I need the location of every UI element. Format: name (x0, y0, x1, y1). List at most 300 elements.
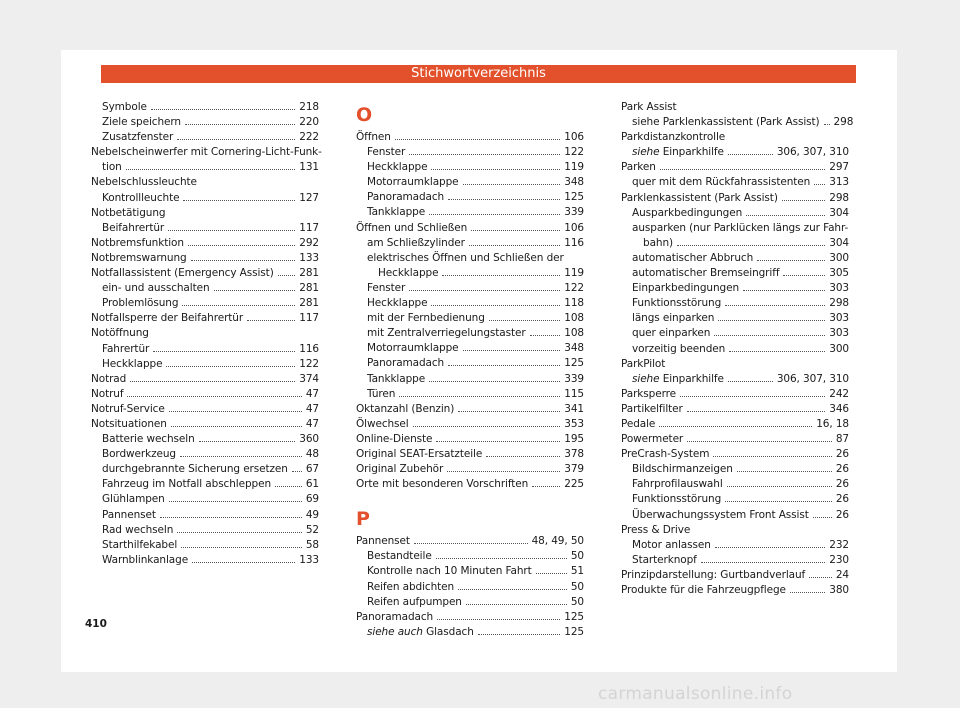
entry-term: Überwachungssystem Front Assist (632, 508, 809, 521)
entry-term: Notbremswarnung (91, 251, 187, 264)
index-entry (356, 175, 584, 190)
dot-leader (713, 456, 831, 457)
entry-page-ref: 58 (305, 538, 319, 551)
index-entry (621, 432, 849, 447)
dot-leader (214, 290, 296, 291)
index-entry (356, 417, 584, 432)
entry-term: Parksperre (621, 387, 676, 400)
index-entry (356, 160, 584, 175)
index-entry (356, 372, 584, 387)
index-entry (356, 610, 584, 625)
index-entry (91, 417, 319, 432)
dot-leader (181, 547, 302, 548)
dot-leader (782, 200, 825, 201)
entry-term: Original Zubehör (356, 463, 444, 476)
index-entry (621, 311, 849, 326)
dot-leader (728, 381, 773, 382)
index-entry (91, 130, 319, 145)
entry-term: Einparkbedingungen (632, 282, 740, 295)
entry-page-ref: 122 (564, 146, 584, 159)
section-letter-p: P (356, 508, 370, 531)
entry-term-text: Glasdach (426, 625, 474, 638)
entry-page-ref: 49 (305, 508, 319, 521)
index-entry (91, 387, 319, 402)
entry-term: am Schließzylinder (367, 236, 465, 249)
index-entry (621, 492, 849, 507)
entry-page-ref: 380 (829, 584, 849, 596)
index-entry (356, 190, 584, 205)
dot-leader (471, 230, 560, 231)
index-entry (356, 281, 584, 296)
entry-page-ref: 242 (829, 387, 849, 400)
entry-term: Notbremsfunktion (91, 236, 184, 249)
index-entry (356, 236, 584, 251)
dot-leader (431, 305, 560, 306)
entry-term: längs einparken (632, 312, 715, 325)
index-entry (91, 447, 319, 462)
entry-term: Fahrertür (102, 342, 150, 355)
entry-term: Starterknopf (632, 553, 697, 566)
entry-term: Panoramadach (356, 610, 434, 623)
entry-term: vorzeitig beenden (632, 342, 726, 355)
section-header: Stichwortverzeichnis (101, 65, 856, 83)
index-entry (356, 326, 584, 341)
entry-term: Panoramadach (367, 357, 445, 370)
entry-term: Batterie wechseln (102, 433, 195, 446)
dot-leader (409, 154, 560, 155)
entry-page-ref: 304 (829, 206, 849, 219)
entry-term: Warnblinkanlage (102, 553, 189, 566)
index-entry (356, 221, 584, 236)
index-entry (91, 372, 319, 387)
dot-leader (185, 124, 295, 125)
entry-page-ref: 106 (564, 131, 584, 143)
entry-page-ref: 26 (835, 448, 849, 461)
entry-page-ref: 303 (829, 327, 849, 340)
entry-term: siehe Parklenkassistent (Park Assist) (632, 116, 820, 129)
index-entry (621, 387, 849, 402)
entry-term: bahn) (643, 236, 674, 249)
dot-leader (188, 245, 295, 246)
entry-page-ref: 300 (829, 342, 849, 355)
entry-term: Parklenkassistent (Park Assist) (621, 191, 778, 204)
entry-term: Pedale (621, 417, 656, 430)
entry-term: Pannenset (102, 508, 156, 521)
entry-term: Problemlösung (102, 297, 179, 310)
index-heading: Notöffnung (91, 327, 149, 340)
index-heading: Park Assist (621, 101, 677, 113)
entry-page-ref: 348 (564, 176, 584, 189)
dot-leader (409, 290, 560, 291)
entry-page-ref: 303 (829, 282, 849, 295)
entry-page-ref: 339 (564, 372, 584, 385)
entry-page-ref: 225 (564, 478, 584, 491)
index-entry (621, 175, 849, 190)
entry-term: mit Zentralverriegelungstaster (367, 327, 526, 340)
dot-leader (395, 139, 560, 140)
index-entry (621, 417, 849, 432)
dot-leader (659, 426, 812, 427)
index-entry (91, 311, 319, 326)
index-heading: Notbetätigung (91, 206, 166, 219)
entry-page-ref: 51 (570, 565, 584, 578)
entry-term: Original SEAT-Ersatzteile (356, 447, 483, 460)
entry-term: Heckklappe (102, 357, 163, 370)
index-entry (621, 251, 849, 266)
entry-term: tion (102, 161, 122, 174)
entry-page-ref: 61 (305, 478, 319, 491)
entry-page-ref: 122 (564, 281, 584, 294)
index-entry (621, 266, 849, 281)
index-entry (356, 145, 584, 160)
dot-leader (153, 351, 295, 352)
entry-term: automatischer Abbruch (632, 251, 754, 264)
index-entry (91, 266, 319, 281)
dot-leader (458, 589, 567, 590)
entry-page-ref: 47 (305, 402, 319, 415)
entry-term (632, 372, 724, 387)
index-entry (621, 326, 849, 341)
dot-leader (171, 426, 302, 427)
entry-term: Symbole (102, 101, 147, 113)
entry-term: Notsituationen (91, 417, 167, 430)
entry-term: mit der Fernbedienung (367, 312, 485, 325)
index-entry (91, 115, 319, 130)
entry-see-also: siehe auch (367, 625, 423, 638)
entry-term: quer einparken (632, 327, 711, 340)
entry-page-ref: 52 (305, 523, 319, 536)
index-entry (621, 145, 849, 160)
dot-leader (183, 200, 295, 201)
index-entry (621, 160, 849, 175)
index-entry (91, 402, 319, 417)
entry-term: Powermeter (621, 433, 684, 446)
dot-leader (687, 441, 832, 442)
index-entry (621, 477, 849, 492)
entry-page-ref: 300 (829, 251, 849, 264)
dot-leader (489, 320, 560, 321)
dot-leader (436, 558, 567, 559)
dot-leader (177, 139, 295, 140)
dot-leader (414, 543, 528, 544)
index-entry (356, 432, 584, 447)
entry-page-ref: 218 (299, 101, 319, 113)
entry-page-ref: 378 (564, 447, 584, 460)
index-entry (91, 462, 319, 477)
index-entry (356, 462, 584, 477)
dot-leader (463, 184, 561, 185)
dot-leader (814, 184, 825, 185)
entry-term: Bildschirmanzeigen (632, 463, 733, 476)
index-entry (91, 342, 319, 357)
entry-page-ref: 67 (305, 463, 319, 476)
entry-page-ref: 133 (299, 251, 319, 264)
entry-term: Beifahrertür (102, 221, 165, 234)
dot-leader (530, 335, 561, 336)
entry-term: Notfallsperre der Beifahrertür (91, 312, 244, 325)
entry-page-ref: 119 (564, 161, 584, 174)
index-entry (91, 432, 319, 447)
index-entry (91, 492, 319, 507)
entry-page-ref: 115 (564, 387, 584, 400)
entry-page-ref: 50 (570, 550, 584, 563)
entry-term: Öffnen (356, 131, 391, 143)
dot-leader (458, 411, 560, 412)
entry-term: Online-Dienste (356, 432, 433, 445)
entry-term: ein- und ausschalten (102, 282, 210, 295)
index-entry (621, 296, 849, 311)
index-entry (356, 311, 584, 326)
entry-page-ref: 313 (829, 176, 849, 189)
entry-term-text: Einparkhilfe (662, 372, 724, 385)
dot-leader (714, 335, 825, 336)
index-entry (621, 281, 849, 296)
dot-leader (660, 169, 825, 170)
entry-page-ref: 117 (299, 312, 319, 325)
dot-leader (247, 320, 295, 321)
index-entry (356, 625, 584, 640)
entry-page-ref: 16, 18 (816, 417, 849, 430)
index-entry (621, 538, 849, 553)
dot-leader (737, 471, 832, 472)
index-entry (91, 251, 319, 266)
index-entry (91, 221, 319, 236)
dot-leader (126, 169, 296, 170)
entry-page-ref: 298 (833, 116, 854, 129)
dot-leader (182, 305, 295, 306)
dot-leader (429, 381, 560, 382)
entry-term: Funktionsstörung (632, 297, 722, 310)
dot-leader (169, 411, 302, 412)
index-entry (91, 100, 319, 115)
dot-leader (192, 562, 295, 563)
index-heading: Press & Drive (621, 523, 691, 536)
entry-term: Funktionsstörung (632, 493, 722, 506)
entry-term-text: Einparkhilfe (662, 146, 724, 159)
entry-term: Notrad (91, 372, 127, 385)
entry-term: Notfallassistent (Emergency Assist) (91, 267, 274, 280)
entry-page-ref: 220 (299, 116, 319, 129)
entry-term: Pannenset (356, 535, 410, 548)
entry-term: PreCrash-System (621, 448, 710, 461)
index-entry (91, 357, 319, 372)
entry-term: Tankklappe (367, 206, 426, 219)
entry-term: Ausparkbedingungen (632, 206, 743, 219)
entry-page-ref: 127 (299, 191, 319, 204)
entry-term: Reifen abdichten (367, 580, 455, 593)
entry-page-ref: 26 (835, 463, 849, 476)
dot-leader (727, 486, 832, 487)
index-entry (621, 447, 849, 462)
entry-page-ref: 48, 49, 50 (531, 535, 584, 548)
index-entry (356, 387, 584, 402)
entry-term: Tankklappe (367, 372, 426, 385)
dot-leader (790, 592, 825, 593)
index-heading: Parkdistanzkontrolle (621, 131, 726, 144)
index-entry (91, 553, 319, 568)
page-number: 410 (85, 618, 107, 630)
entry-page-ref: 26 (835, 478, 849, 491)
index-entry (356, 356, 584, 371)
entry-term: Glühlampen (102, 493, 165, 506)
dot-leader (677, 245, 825, 246)
entry-term: Ziele speichern (102, 116, 181, 129)
entry-page-ref: 125 (564, 191, 584, 204)
entry-page-ref: 281 (299, 282, 319, 295)
entry-term: Motorraumklappe (367, 342, 459, 355)
entry-page-ref: 125 (564, 357, 584, 370)
dot-leader (177, 532, 302, 533)
entry-term: automatischer Bremseingriff (632, 267, 780, 280)
entry-page-ref: 281 (299, 267, 319, 280)
entry-page-ref: 108 (564, 327, 584, 340)
dot-leader (169, 501, 302, 502)
entry-page-ref: 348 (564, 342, 584, 355)
entry-page-ref: 26 (835, 508, 849, 521)
entry-page-ref: 69 (305, 493, 319, 506)
entry-page-ref: 116 (564, 236, 584, 249)
entry-page-ref: 125 (564, 610, 584, 623)
index-entry (91, 538, 319, 553)
index-entry (356, 205, 584, 220)
dot-leader (809, 577, 832, 578)
index-entry (356, 580, 584, 595)
dot-leader (275, 486, 302, 487)
entry-page-ref: 306, 307, 310 (776, 146, 849, 159)
entry-term: Notruf (91, 387, 124, 400)
index-heading: Nebelschlussleuchte (91, 176, 197, 189)
index-heading: Nebelscheinwerfer mit Cornering-Licht-Funk- (91, 146, 322, 159)
watermark: carmanualsonline.info (598, 684, 793, 704)
dot-leader (448, 199, 560, 200)
index-entry (356, 402, 584, 417)
dot-leader (292, 471, 302, 472)
entry-page-ref: 298 (829, 297, 849, 310)
entry-term: Parken (621, 161, 656, 174)
dot-leader (437, 619, 560, 620)
dot-leader (166, 366, 295, 367)
index-entry (621, 115, 854, 130)
index-entry (356, 266, 584, 281)
entry-term: Oktanzahl (Benzin) (356, 402, 455, 415)
entry-page-ref: 48 (305, 448, 319, 461)
entry-page-ref: 26 (835, 493, 849, 506)
entry-page-ref: 117 (299, 221, 319, 234)
index-column-2 (356, 100, 584, 640)
dot-leader (180, 456, 302, 457)
dot-leader (130, 381, 295, 382)
index-entry (621, 583, 849, 598)
index-entry (621, 342, 849, 357)
dot-leader (687, 411, 825, 412)
index-entry (91, 296, 319, 311)
entry-term: Rad wechseln (102, 523, 174, 536)
entry-page-ref: 305 (829, 267, 849, 280)
dot-leader (536, 573, 567, 574)
entry-page-ref: 230 (829, 553, 849, 566)
index-entry (356, 296, 584, 311)
entry-term: Panoramadach (367, 191, 445, 204)
entry-page-ref: 297 (829, 161, 849, 174)
index-entry (621, 372, 849, 387)
entry-term: Türen (367, 387, 396, 400)
entry-page-ref: 281 (299, 297, 319, 310)
index-heading: ausparken (nur Parklücken längs zur Fahr- (632, 221, 849, 234)
entry-term: Ölwechsel (356, 417, 409, 430)
entry-page-ref: 106 (564, 221, 584, 234)
index-entry (621, 508, 849, 523)
dot-leader (725, 305, 825, 306)
entry-term: Fahrprofilauswahl (632, 478, 723, 491)
dot-leader (429, 214, 560, 215)
dot-leader (478, 634, 560, 635)
dot-leader (680, 396, 825, 397)
dot-leader (813, 517, 832, 518)
entry-page-ref: 222 (299, 131, 319, 144)
entry-page-ref: 119 (564, 266, 584, 279)
entry-page-ref: 24 (835, 568, 849, 581)
entry-see-also: siehe (632, 146, 660, 159)
index-entry (91, 236, 319, 251)
entry-page-ref: 50 (570, 595, 584, 608)
index-column-1 (91, 100, 322, 568)
entry-page-ref: 360 (299, 433, 319, 446)
entry-page-ref: 195 (564, 432, 584, 445)
index-entry (621, 462, 849, 477)
entry-term: Kontrollleuchte (102, 191, 180, 204)
dot-leader (746, 215, 825, 216)
section-letter-o: O (356, 104, 373, 126)
entry-term: Fenster (367, 146, 406, 159)
entry-page-ref: 341 (564, 402, 584, 415)
entry-page-ref: 50 (570, 580, 584, 593)
entry-page-ref: 108 (564, 312, 584, 325)
dot-leader (399, 396, 560, 397)
dot-leader (783, 275, 825, 276)
entry-term: Reifen aufpumpen (367, 595, 462, 608)
entry-term (367, 625, 474, 640)
entry-term: Heckklappe (367, 161, 428, 174)
dot-leader (442, 275, 560, 276)
entry-page-ref: 87 (835, 433, 849, 446)
entry-term: Starthilfekabel (102, 538, 178, 551)
entry-term: Notruf-Service (91, 402, 165, 415)
entry-page-ref: 47 (305, 417, 319, 430)
entry-page-ref: 374 (299, 372, 319, 385)
dot-leader (532, 486, 560, 487)
dot-leader (127, 396, 301, 397)
entry-term: Heckklappe (378, 266, 439, 279)
index-entry (91, 508, 319, 523)
dot-leader (191, 260, 296, 261)
dot-leader (431, 169, 560, 170)
index-entry (356, 477, 584, 492)
index-entry (356, 595, 584, 610)
entry-term: Bestandteile (367, 550, 432, 563)
entry-page-ref: 47 (305, 387, 319, 400)
dot-leader (278, 275, 296, 276)
dot-leader (447, 471, 560, 472)
entry-term: Zusatzfenster (102, 131, 174, 144)
entry-page-ref: 303 (829, 312, 849, 325)
index-entry (621, 191, 849, 206)
entry-term (632, 145, 724, 160)
dot-leader (718, 320, 825, 321)
dot-leader (448, 365, 560, 366)
dot-leader (160, 517, 302, 518)
index-entry (356, 341, 584, 356)
dot-leader (701, 562, 826, 563)
